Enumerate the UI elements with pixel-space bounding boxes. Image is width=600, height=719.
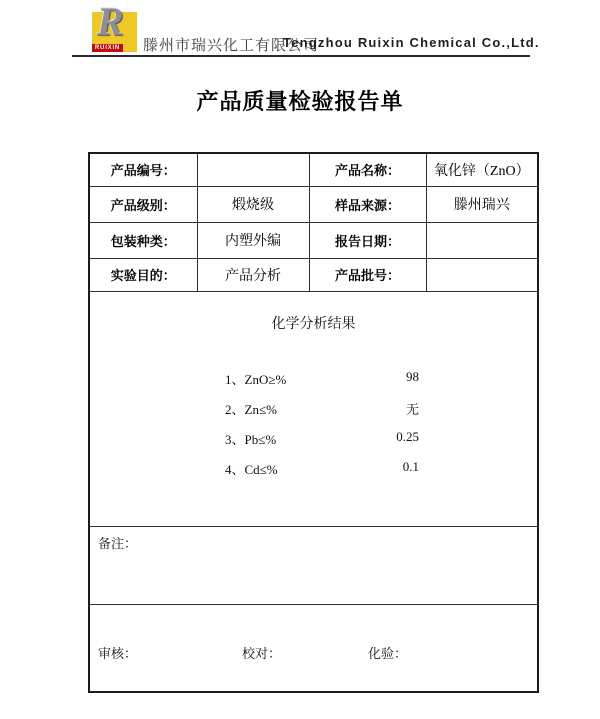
label-package-type: 包装种类：: [89, 222, 197, 258]
analysis-item: [225, 429, 419, 459]
analysis-item-value: 0.25: [396, 428, 419, 444]
table-row: [89, 222, 538, 258]
analysis-item-value: 0.1: [402, 458, 419, 474]
value-product-name: 氧化锌（ZnO）: [426, 153, 538, 186]
report-table: [88, 152, 539, 693]
company-name-english: Tengzhou Ruixin Chemical Co.,Ltd.: [283, 35, 540, 50]
header-divider: [72, 55, 530, 57]
remarks-row: [89, 526, 538, 604]
label-report-date: 报告日期：: [309, 222, 426, 258]
analysis-item-name: 3、Pb≤%: [225, 431, 277, 447]
label-sample-source: 样品来源：: [309, 186, 426, 222]
label-product-grade: 产品级别：: [89, 186, 197, 222]
value-product-grade: 煅烧级: [197, 186, 309, 222]
remarks-label: 备注：: [98, 535, 138, 551]
analysis-row: [89, 291, 538, 526]
signature-cell: [89, 604, 538, 692]
page-title: 产品质量检验报告单: [196, 89, 404, 114]
label-product-name: 产品名称：: [309, 153, 426, 186]
signature-proofread-label: 校对：: [242, 645, 282, 661]
ruixin-logo: [92, 0, 137, 52]
signature-row: [89, 604, 538, 692]
table-row: [89, 258, 538, 291]
value-batch-no: [426, 258, 538, 291]
analysis-item-name: 4、Cd≤%: [225, 461, 278, 477]
analysis-item: [225, 369, 419, 399]
analysis-item: [225, 399, 419, 429]
analysis-item-name: 1、ZnO≥%: [225, 371, 287, 387]
company-name-chinese: 滕州市瑞兴化工有限公司: [143, 38, 320, 54]
analysis-section: [89, 291, 538, 526]
analysis-item-value: 98: [406, 368, 419, 384]
signature-review-label: 审核：: [98, 645, 138, 661]
label-product-no: 产品编号：: [89, 153, 197, 186]
analysis-title: 化学分析结果: [271, 316, 356, 332]
analysis-items: [90, 369, 537, 489]
logo-badge: RUIXIN: [92, 44, 123, 52]
label-batch-no: 产品批号：: [309, 258, 426, 291]
logo-r-icon: R: [97, 0, 124, 44]
analysis-item-value: 无: [405, 401, 419, 417]
table-row: [89, 153, 538, 186]
label-test-purpose: 实验目的：: [89, 258, 197, 291]
analysis-item: [225, 459, 419, 489]
signature-test-label: 化验：: [368, 645, 408, 661]
value-test-purpose: 产品分析: [197, 258, 309, 291]
analysis-item-name: 2、Zn≤%: [225, 401, 277, 417]
remarks-cell: [89, 526, 538, 604]
value-package-type: 内塑外编: [197, 222, 309, 258]
value-report-date: [426, 222, 538, 258]
value-product-no: [197, 153, 309, 186]
value-sample-source: 滕州瑞兴: [426, 186, 538, 222]
table-row: [89, 186, 538, 222]
